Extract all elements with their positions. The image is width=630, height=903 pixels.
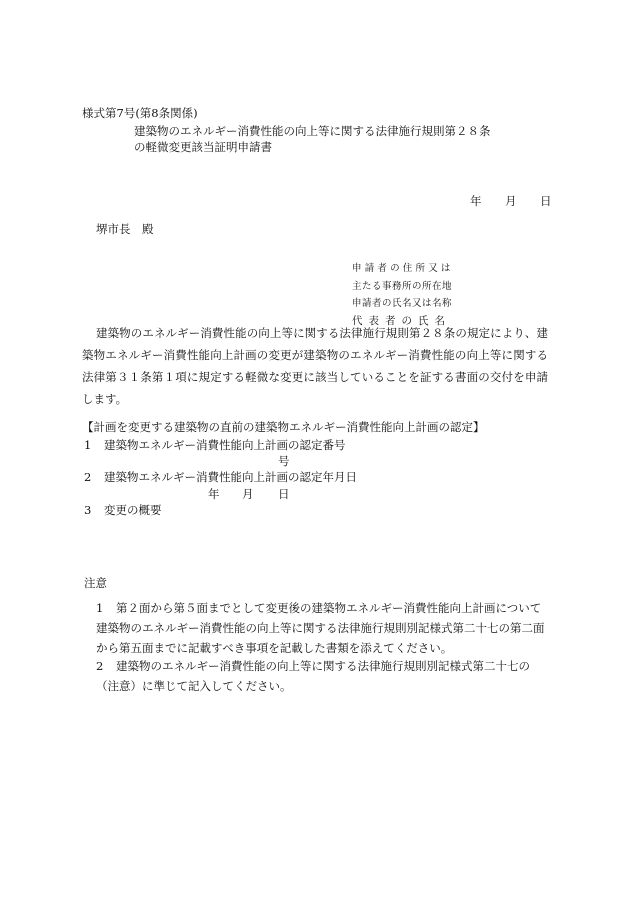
item-2-day: 日: [278, 487, 290, 501]
item-1-label: 建築物エネルギー消費性能向上計画の認定番号: [104, 438, 346, 452]
applicant-address-label-2: 主たる事務所の所在地: [352, 281, 453, 292]
representative-name-label: 代表者の氏名: [352, 315, 451, 327]
title-line-2: の軽微変更該当証明申請書: [134, 140, 272, 154]
date-day: 日: [540, 194, 552, 208]
item-3-number: 3: [84, 503, 92, 517]
item-2-month: 月: [242, 487, 254, 501]
body-paragraph: 建築物のエネルギー消費性能の向上等に関する法律施行規則第２８条の規定により、建築物エネルギー消費性能向上計画の変更が建築物のエネルギー消費性能の向上等に関する法律第３１条第１項に規定する軽微な変更に該当していることを証する書面の交付を申請します。: [82, 326, 548, 406]
applicant-name-label: 申請者の氏名又は名称: [352, 298, 453, 309]
section-heading: 【計画を変更する建築物の直前の建築物エネルギー消費性能向上計画の認定】: [82, 420, 485, 434]
date-year: 年: [470, 194, 482, 208]
note-2-text: 建築物のエネルギー消費性能の向上等に関する法律施行規則別記様式第二十七の（注意）に準じて記入してください。: [96, 659, 530, 693]
item-1-number-suffix: 号: [278, 454, 290, 468]
notes-heading: 注意: [84, 576, 107, 590]
item-2-label: 建築物エネルギー消費性能向上計画の認定年月日: [104, 470, 357, 484]
item-2-number: 2: [84, 470, 92, 484]
note-1-text: 第２面から第５面までとして変更後の建築物エネルギー消費性能向上計画について建築物のエネルギー消費性能の向上等に関する法律施行規則別記様式第二十七の第二面から第五面までに記載すべき事項を記載した書類を添えてください。: [96, 601, 545, 655]
item-2-year: 年: [208, 487, 220, 501]
form-number: 様式第7号(第8条関係): [82, 106, 198, 120]
note-item-1: [96, 598, 552, 658]
title-line-1: 建築物のエネルギー消費性能の向上等に関する法律施行規則第２８条: [134, 124, 491, 138]
note-2-number: 2: [96, 659, 104, 673]
item-1-number: 1: [84, 438, 92, 452]
note-item-2: [96, 656, 552, 696]
addressee: 堺市長 殿: [96, 222, 154, 236]
date-month: 月: [505, 194, 517, 208]
applicant-address-label-1: 申請者の住所又は: [352, 263, 454, 274]
note-1-number: 1: [96, 601, 104, 615]
item-3-label: 変更の概要: [104, 503, 162, 517]
